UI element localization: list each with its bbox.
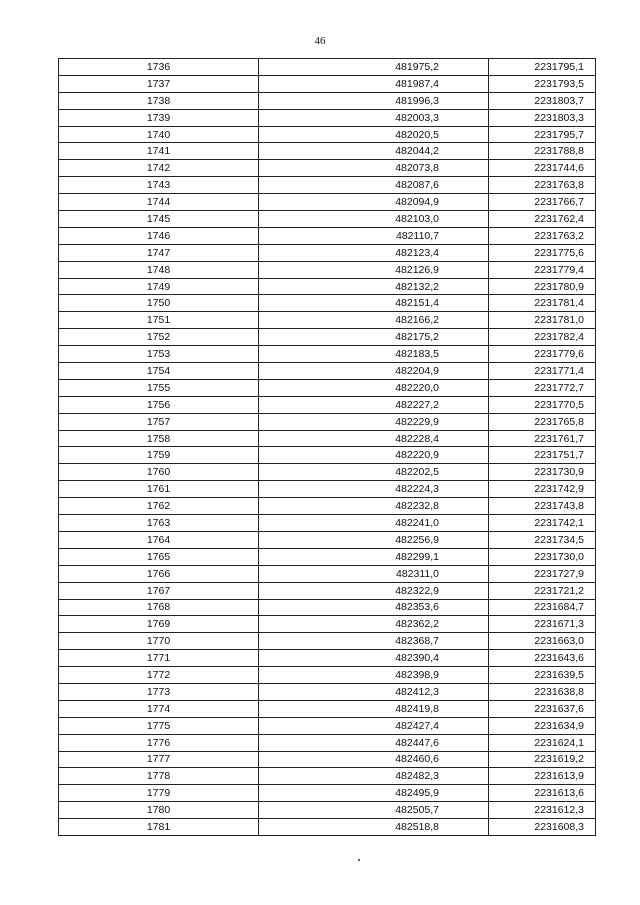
x-coordinate-cell: 482368,7 — [259, 633, 489, 650]
point-number-cell: 1759 — [59, 447, 259, 464]
x-coordinate-cell: 482166,2 — [259, 312, 489, 329]
y-coordinate-cell: 2231721,2 — [489, 582, 596, 599]
point-number-cell: 1740 — [59, 126, 259, 143]
x-coordinate-cell: 482229,9 — [259, 413, 489, 430]
point-number-cell: 1756 — [59, 396, 259, 413]
x-coordinate-cell: 482232,8 — [259, 498, 489, 515]
x-coordinate-cell: 482427,4 — [259, 717, 489, 734]
point-number-cell: 1739 — [59, 109, 259, 126]
point-number-cell: 1762 — [59, 498, 259, 515]
point-number-cell: 1764 — [59, 531, 259, 548]
table-row — [59, 481, 596, 498]
coordinates-table — [58, 58, 596, 836]
point-number-cell: 1779 — [59, 785, 259, 802]
x-coordinate-cell: 482183,5 — [259, 346, 489, 363]
coordinates-table-body — [59, 59, 596, 836]
table-row — [59, 160, 596, 177]
point-number-cell: 1780 — [59, 802, 259, 819]
table-row — [59, 379, 596, 396]
x-coordinate-cell: 482087,6 — [259, 177, 489, 194]
point-number-cell: 1760 — [59, 464, 259, 481]
y-coordinate-cell: 2231730,9 — [489, 464, 596, 481]
table-row — [59, 582, 596, 599]
point-number-cell: 1751 — [59, 312, 259, 329]
table-row — [59, 734, 596, 751]
y-coordinate-cell: 2231730,0 — [489, 548, 596, 565]
y-coordinate-cell: 2231663,0 — [489, 633, 596, 650]
y-coordinate-cell: 2231613,6 — [489, 785, 596, 802]
y-coordinate-cell: 2231780,9 — [489, 278, 596, 295]
point-number-cell: 1765 — [59, 548, 259, 565]
point-number-cell: 1771 — [59, 650, 259, 667]
x-coordinate-cell: 482224,3 — [259, 481, 489, 498]
table-row — [59, 59, 596, 76]
y-coordinate-cell: 2231684,7 — [489, 599, 596, 616]
y-coordinate-cell: 2231762,4 — [489, 211, 596, 228]
x-coordinate-cell: 482044,2 — [259, 143, 489, 160]
y-coordinate-cell: 2231639,5 — [489, 667, 596, 684]
x-coordinate-cell: 482460,6 — [259, 751, 489, 768]
x-coordinate-cell: 482123,4 — [259, 244, 489, 261]
table-row — [59, 667, 596, 684]
table-row — [59, 548, 596, 565]
x-coordinate-cell: 482151,4 — [259, 295, 489, 312]
x-coordinate-cell: 482103,0 — [259, 211, 489, 228]
point-number-cell: 1772 — [59, 667, 259, 684]
page-number: 46 — [314, 35, 326, 47]
y-coordinate-cell: 2231771,4 — [489, 363, 596, 380]
point-number-cell: 1736 — [59, 59, 259, 76]
point-number-cell: 1755 — [59, 379, 259, 396]
x-coordinate-cell: 482398,9 — [259, 667, 489, 684]
y-coordinate-cell: 2231775,6 — [489, 244, 596, 261]
point-number-cell: 1745 — [59, 211, 259, 228]
x-coordinate-cell: 482220,9 — [259, 447, 489, 464]
y-coordinate-cell: 2231763,8 — [489, 177, 596, 194]
point-number-cell: 1761 — [59, 481, 259, 498]
table-row — [59, 498, 596, 515]
y-coordinate-cell: 2231795,7 — [489, 126, 596, 143]
y-coordinate-cell: 2231779,4 — [489, 261, 596, 278]
x-coordinate-cell: 482110,7 — [259, 227, 489, 244]
y-coordinate-cell: 2231634,9 — [489, 717, 596, 734]
table-row — [59, 464, 596, 481]
x-coordinate-cell: 482447,6 — [259, 734, 489, 751]
x-coordinate-cell: 482505,7 — [259, 802, 489, 819]
table-row — [59, 396, 596, 413]
point-number-cell: 1738 — [59, 92, 259, 109]
table-row — [59, 194, 596, 211]
y-coordinate-cell: 2231781,0 — [489, 312, 596, 329]
table-row — [59, 616, 596, 633]
y-coordinate-cell: 2231619,2 — [489, 751, 596, 768]
x-coordinate-cell: 482311,0 — [259, 565, 489, 582]
x-coordinate-cell: 482204,9 — [259, 363, 489, 380]
table-row — [59, 531, 596, 548]
point-number-cell: 1743 — [59, 177, 259, 194]
point-number-cell: 1775 — [59, 717, 259, 734]
y-coordinate-cell: 2231781,4 — [489, 295, 596, 312]
y-coordinate-cell: 2231744,6 — [489, 160, 596, 177]
x-coordinate-cell: 482412,3 — [259, 683, 489, 700]
y-coordinate-cell: 2231742,1 — [489, 515, 596, 532]
y-coordinate-cell: 2231637,6 — [489, 700, 596, 717]
table-row — [59, 143, 596, 160]
point-number-cell: 1744 — [59, 194, 259, 211]
table-row — [59, 126, 596, 143]
x-coordinate-cell: 482220,0 — [259, 379, 489, 396]
table-row — [59, 633, 596, 650]
x-coordinate-cell: 482362,2 — [259, 616, 489, 633]
y-coordinate-cell: 2231643,6 — [489, 650, 596, 667]
x-coordinate-cell: 482126,9 — [259, 261, 489, 278]
point-number-cell: 1781 — [59, 819, 259, 836]
point-number-cell: 1754 — [59, 363, 259, 380]
x-coordinate-cell: 482322,9 — [259, 582, 489, 599]
table-row — [59, 802, 596, 819]
x-coordinate-cell: 482256,9 — [259, 531, 489, 548]
point-number-cell: 1768 — [59, 599, 259, 616]
x-coordinate-cell: 482094,9 — [259, 194, 489, 211]
point-number-cell: 1749 — [59, 278, 259, 295]
table-row — [59, 211, 596, 228]
table-row — [59, 565, 596, 582]
stray-dot-mark — [358, 859, 360, 861]
y-coordinate-cell: 2231612,3 — [489, 802, 596, 819]
table-row — [59, 413, 596, 430]
point-number-cell: 1767 — [59, 582, 259, 599]
x-coordinate-cell: 482482,3 — [259, 768, 489, 785]
point-number-cell: 1748 — [59, 261, 259, 278]
table-row — [59, 295, 596, 312]
table-row — [59, 75, 596, 92]
table-row — [59, 430, 596, 447]
table-row — [59, 329, 596, 346]
table-row — [59, 363, 596, 380]
table-row — [59, 819, 596, 836]
x-coordinate-cell: 482175,2 — [259, 329, 489, 346]
table-row — [59, 244, 596, 261]
x-coordinate-cell: 482419,8 — [259, 700, 489, 717]
point-number-cell: 1776 — [59, 734, 259, 751]
y-coordinate-cell: 2231671,3 — [489, 616, 596, 633]
y-coordinate-cell: 2231788,8 — [489, 143, 596, 160]
x-coordinate-cell: 482353,6 — [259, 599, 489, 616]
table-row — [59, 768, 596, 785]
point-number-cell: 1758 — [59, 430, 259, 447]
y-coordinate-cell: 2231772,7 — [489, 379, 596, 396]
x-coordinate-cell: 481975,2 — [259, 59, 489, 76]
x-coordinate-cell: 482228,4 — [259, 430, 489, 447]
table-row — [59, 346, 596, 363]
table-row — [59, 650, 596, 667]
y-coordinate-cell: 2231765,8 — [489, 413, 596, 430]
x-coordinate-cell: 482132,2 — [259, 278, 489, 295]
point-number-cell: 1770 — [59, 633, 259, 650]
point-number-cell: 1750 — [59, 295, 259, 312]
x-coordinate-cell: 482003,3 — [259, 109, 489, 126]
x-coordinate-cell: 482390,4 — [259, 650, 489, 667]
point-number-cell: 1773 — [59, 683, 259, 700]
y-coordinate-cell: 2231766,7 — [489, 194, 596, 211]
x-coordinate-cell: 482073,8 — [259, 160, 489, 177]
point-number-cell: 1777 — [59, 751, 259, 768]
table-row — [59, 261, 596, 278]
point-number-cell: 1766 — [59, 565, 259, 582]
point-number-cell: 1769 — [59, 616, 259, 633]
x-coordinate-cell: 482495,9 — [259, 785, 489, 802]
table-row — [59, 227, 596, 244]
table-row — [59, 278, 596, 295]
point-number-cell: 1774 — [59, 700, 259, 717]
y-coordinate-cell: 2231608,3 — [489, 819, 596, 836]
x-coordinate-cell: 481987,4 — [259, 75, 489, 92]
y-coordinate-cell: 2231613,9 — [489, 768, 596, 785]
point-number-cell: 1778 — [59, 768, 259, 785]
point-number-cell: 1763 — [59, 515, 259, 532]
table-row — [59, 515, 596, 532]
table-row — [59, 447, 596, 464]
x-coordinate-cell: 482227,2 — [259, 396, 489, 413]
y-coordinate-cell: 2231742,9 — [489, 481, 596, 498]
point-number-cell: 1752 — [59, 329, 259, 346]
y-coordinate-cell: 2231743,8 — [489, 498, 596, 515]
y-coordinate-cell: 2231782,4 — [489, 329, 596, 346]
y-coordinate-cell: 2231751,7 — [489, 447, 596, 464]
table-row — [59, 177, 596, 194]
point-number-cell: 1737 — [59, 75, 259, 92]
y-coordinate-cell: 2231793,5 — [489, 75, 596, 92]
y-coordinate-cell: 2231761,7 — [489, 430, 596, 447]
y-coordinate-cell: 2231624,1 — [489, 734, 596, 751]
table-row — [59, 683, 596, 700]
y-coordinate-cell: 2231779,6 — [489, 346, 596, 363]
table-row — [59, 751, 596, 768]
table-row — [59, 700, 596, 717]
point-number-cell: 1741 — [59, 143, 259, 160]
x-coordinate-cell: 482518,8 — [259, 819, 489, 836]
x-coordinate-cell: 482241,0 — [259, 515, 489, 532]
y-coordinate-cell: 2231803,7 — [489, 92, 596, 109]
x-coordinate-cell: 482020,5 — [259, 126, 489, 143]
point-number-cell: 1753 — [59, 346, 259, 363]
point-number-cell: 1747 — [59, 244, 259, 261]
x-coordinate-cell: 482299,1 — [259, 548, 489, 565]
y-coordinate-cell: 2231763,2 — [489, 227, 596, 244]
x-coordinate-cell: 482202,5 — [259, 464, 489, 481]
y-coordinate-cell: 2231727,9 — [489, 565, 596, 582]
y-coordinate-cell: 2231638,8 — [489, 683, 596, 700]
table-row — [59, 92, 596, 109]
table-row — [59, 785, 596, 802]
y-coordinate-cell: 2231770,5 — [489, 396, 596, 413]
table-row — [59, 717, 596, 734]
table-row — [59, 599, 596, 616]
x-coordinate-cell: 481996,3 — [259, 92, 489, 109]
y-coordinate-cell: 2231795,1 — [489, 59, 596, 76]
table-row — [59, 312, 596, 329]
point-number-cell: 1757 — [59, 413, 259, 430]
y-coordinate-cell: 2231803,3 — [489, 109, 596, 126]
point-number-cell: 1742 — [59, 160, 259, 177]
table-row — [59, 109, 596, 126]
point-number-cell: 1746 — [59, 227, 259, 244]
y-coordinate-cell: 2231734,5 — [489, 531, 596, 548]
